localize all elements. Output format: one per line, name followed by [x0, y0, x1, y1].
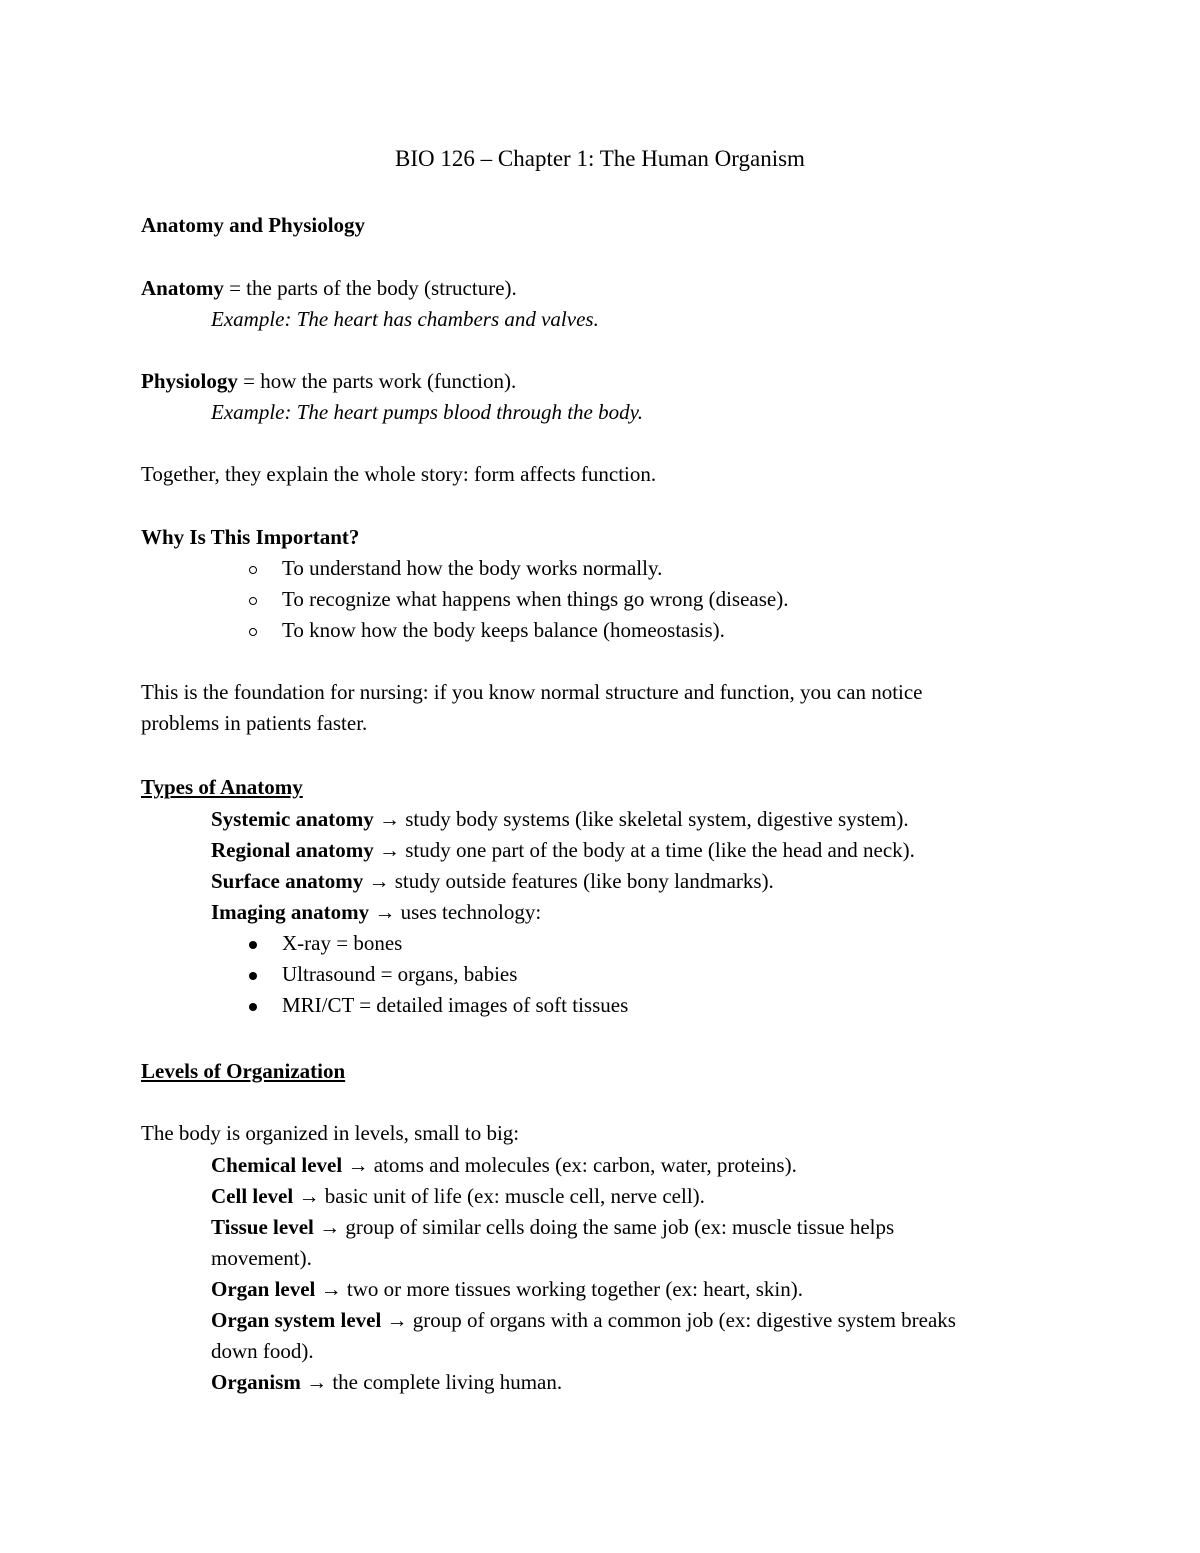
why-item: To know how the body keeps balance (homeostasis).	[282, 618, 725, 642]
anatomy-type-item: Imaging anatomy → uses technology:	[211, 900, 542, 924]
anatomy-type-term: Imaging anatomy	[211, 900, 370, 924]
level-item: Organ level → two or more tissues working together (ex: heart, skin).	[211, 1277, 803, 1301]
anatomy-definition	[141, 273, 517, 304]
section-heading-types-of-anatomy: Types of Anatomy	[141, 775, 303, 799]
anatomy-type-item: Systemic anatomy → study body systems (like skeletal system, digestive system).	[211, 807, 909, 831]
section-heading-why-important: Why Is This Important?	[141, 525, 360, 549]
physiology-term: Physiology	[141, 369, 238, 393]
disc-bullet-icon	[249, 941, 257, 949]
anatomy-type-term: Surface anatomy	[211, 869, 364, 893]
page-title: BIO 126 – Chapter 1: The Human Organism	[395, 146, 805, 171]
hollow-bullet-icon	[249, 628, 257, 636]
level-term: Organ system level	[211, 1308, 382, 1332]
physiology-def-text: = how the parts work (function).	[237, 369, 517, 393]
disc-bullet-icon	[249, 972, 257, 980]
imaging-item: MRI/CT = detailed images of soft tissues	[282, 993, 629, 1017]
imaging-item: X-ray = bones	[282, 931, 403, 955]
level-term: Tissue level	[211, 1215, 314, 1239]
hollow-bullet-icon	[249, 566, 257, 574]
physiology-example: Example: The heart pumps blood through the body.	[211, 400, 644, 424]
anatomy-type-item: Regional anatomy → study one part of the body at a time (like the head and neck).	[211, 838, 915, 862]
level-item: Cell level → basic unit of life (ex: muscle cell, nerve cell).	[211, 1184, 705, 1208]
why-item: To understand how the body works normally.	[282, 556, 663, 580]
section-heading-levels-of-organization: Levels of Organization	[141, 1059, 346, 1083]
levels-intro: The body is organized in levels, small to big:	[141, 1121, 520, 1145]
level-item-continuation: movement).	[211, 1246, 312, 1270]
level-item-continuation: down food).	[211, 1339, 314, 1363]
anatomy-term: Anatomy	[141, 276, 224, 300]
level-term: Organ level	[211, 1277, 316, 1301]
anatomy-type-item: Surface anatomy → study outside features (like bony landmarks).	[211, 869, 774, 893]
disc-bullet-icon	[249, 1003, 257, 1011]
foundation-paragraph-line2: problems in patients faster.	[141, 711, 368, 735]
level-term: Cell level	[211, 1184, 294, 1208]
anatomy-example: Example: The heart has chambers and valves.	[211, 307, 599, 331]
together-paragraph: Together, they explain the whole story: form affects function.	[141, 462, 657, 486]
imaging-item: Ultrasound = organs, babies	[282, 962, 518, 986]
foundation-paragraph-line1: This is the foundation for nursing: if you know normal structure and function, you can notice	[141, 680, 923, 704]
level-item: Organism → the complete living human.	[211, 1370, 563, 1394]
physiology-definition	[141, 366, 516, 397]
level-item: Chemical level → atoms and molecules (ex: carbon, water, proteins).	[211, 1153, 797, 1177]
hollow-bullet-icon	[249, 597, 257, 605]
level-term: Chemical level	[211, 1153, 343, 1177]
anatomy-def-text: = the parts of the body (structure).	[223, 276, 517, 300]
level-item: Tissue level → group of similar cells doing the same job (ex: muscle tissue helps	[211, 1215, 895, 1239]
section-heading-anatomy-physiology: Anatomy and Physiology	[141, 213, 366, 237]
why-item: To recognize what happens when things go wrong (disease).	[282, 587, 789, 611]
anatomy-type-term: Systemic anatomy	[211, 807, 374, 831]
level-item: Organ system level → group of organs with a common job (ex: digestive system breaks	[211, 1308, 956, 1332]
anatomy-type-term: Regional anatomy	[211, 838, 374, 862]
level-term: Organism	[211, 1370, 301, 1394]
